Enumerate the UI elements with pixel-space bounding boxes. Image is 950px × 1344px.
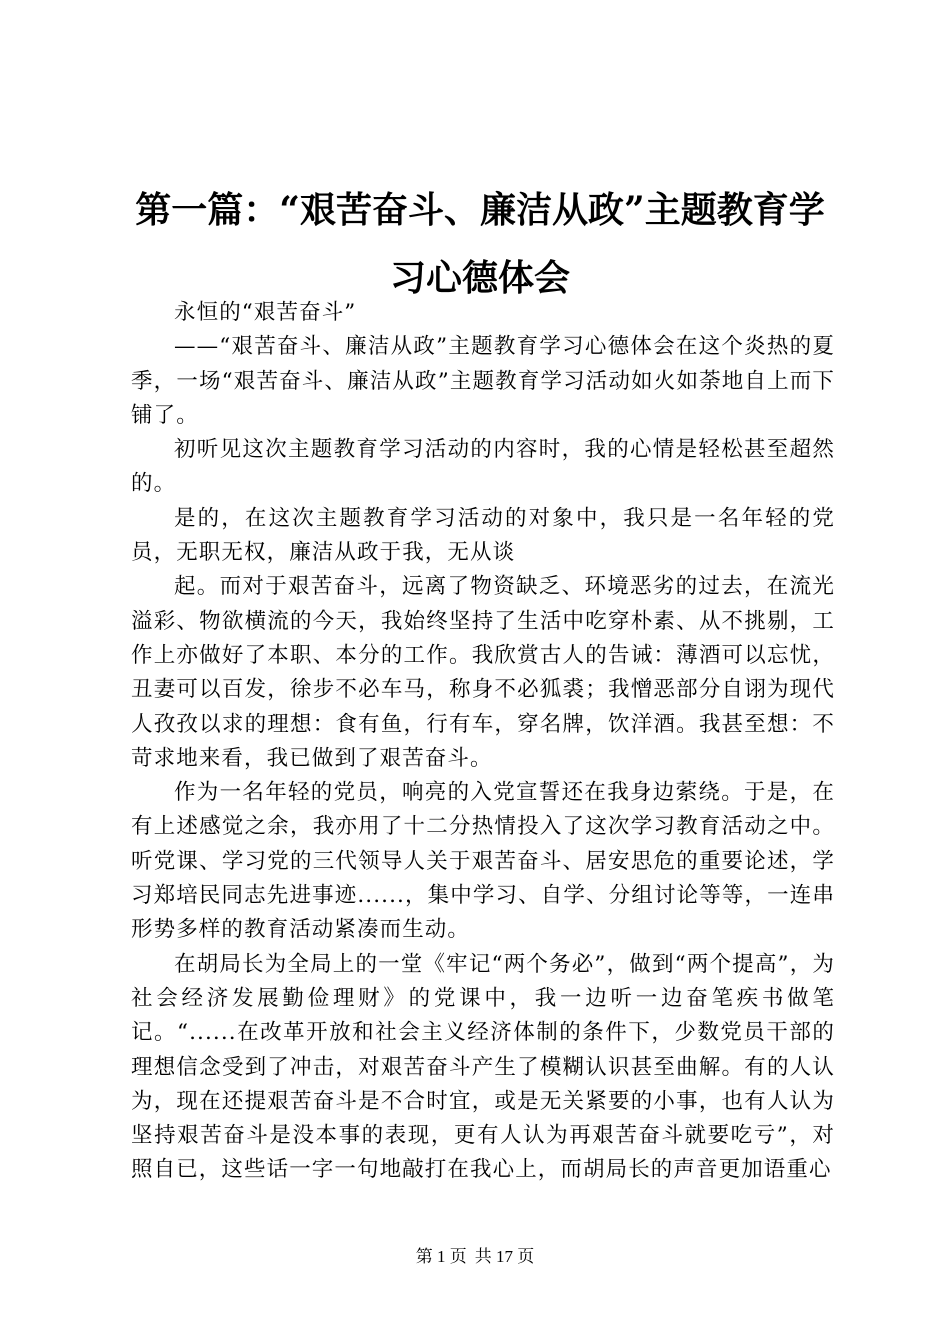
body-paragraph: 在胡局长为全局上的一堂《牢记“两个务必”，做到“两个提高”，为社会经济发展勤俭理财》的党课中，我一边听一边奋笔疾书做笔记。“......在改革开放和社会主义经济体制的条件下，少数党员干部的理想信念受到了冲击，对艰苦奋斗产生了模糊认识甚至曲解。有的人认为，现在还提艰苦奋斗是不合时宜，或是无关紧要的小事，也有人认为坚持艰苦奋斗是没本事的表现，更有人认为再艰苦奋斗就要吃亏”，对照自已，这些话一字一句地敲打在我心上，而胡局长的声音更加语重心 — [131, 951, 835, 1183]
page-total: 共 17 页 — [474, 1247, 535, 1266]
body-paragraph: 是的，在这次主题教育学习活动的对象中，我只是一名年轻的党员，无职无权，廉洁从政于我，无从谈 — [131, 505, 835, 566]
body-paragraph: 作为一名年轻的党员，响亮的入党宣誓还在我身边萦绕。于是，在有上述感觉之余，我亦用了十二分热情投入了这次学习教育活动之中。听党课、学习党的三代领导人关于艰苦奋斗、居安思危的重要论述，学习郑培民同志先进事迹......，集中学习、自学、分组讨论等等，一连串形势多样的教育活动紧凑而生动。 — [131, 780, 835, 943]
title-line-2: 习心德体会 — [389, 257, 570, 299]
page-footer — [0, 1246, 950, 1268]
body-paragraph: ——“艰苦奋斗、廉洁从政”主题教育学习心德体会在这个炎热的夏季，一场“艰苦奋斗、廉洁从政”主题教育学习活动如火如荼地自上而下铺了。 — [131, 334, 835, 428]
subtitle-paragraph: 永恒的“艰苦奋斗” — [174, 300, 357, 325]
page-number: 第 1 页 — [415, 1247, 467, 1266]
document-body — [131, 296, 835, 1188]
body-paragraph: 初听见这次主题教育学习活动的内容时，我的心情是轻松甚至超然的。 — [131, 437, 835, 497]
document-title — [100, 176, 860, 312]
title-line-1: 第一篇：“艰苦奋斗、廉洁从政”主题教育学 — [135, 189, 825, 231]
body-paragraph: 起。而对于艰苦奋斗，远离了物资缺乏、环境恶劣的过去，在流光溢彩、物欲横流的今天，我始终坚持了生活中吃穿朴素、从不挑剔，工作上亦做好了本职、本分的工作。我欣赏古人的告诫：薄酒可以忘忧，丑妻可以百发，徐步不必车马，称身不必狐裘；我憎恶部分自诩为现代人孜孜以求的理想：食有鱼，行有车，穿名牌，饮洋酒。我甚至想：不苛求地来看，我已做到了艰苦奋斗。 — [131, 574, 835, 771]
